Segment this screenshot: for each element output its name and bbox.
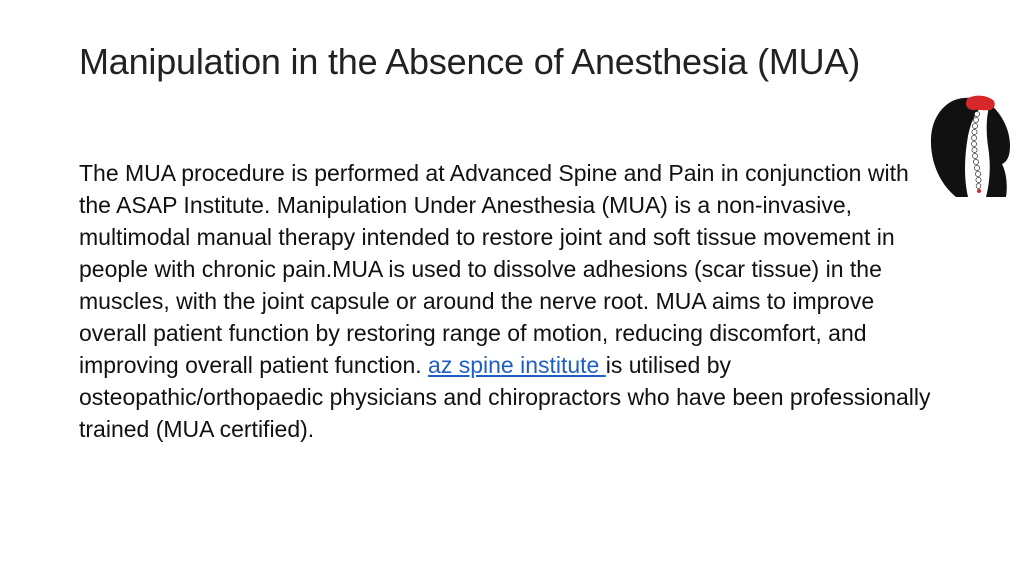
logo-silhouette-front: [986, 104, 1010, 197]
logo-vertebrae: [971, 111, 981, 188]
logo-accent-dot: [977, 189, 981, 193]
slide-title: Manipulation in the Absence of Anesthesia (MUA): [79, 41, 861, 82]
logo-accent: [966, 96, 995, 111]
body-text-after-link: is utilised by osteopathic/orthopaedic physicians and chiropractors who have been professionally trained (MUA certified).: [79, 352, 931, 442]
spine-head-logo-icon: [924, 92, 1018, 202]
body-text-before-link: The MUA procedure is performed at Advanced Spine and Pain in conjunction with the ASAP Institute. Manipulation Under Anesthesia (MUA) is a non-invasive, multimodal manual therapy intended to restore joint and soft tissue movement in people with chronic pain.MUA is used to dissolve adhesions (scar tissue) in the muscles, with the joint capsule or around the nerve root. MUA aims to improve overall patient function by restoring range of motion, reducing discomfort, and improving overall patient function.: [79, 160, 909, 378]
az-spine-institute-link[interactable]: az spine institute: [428, 352, 606, 378]
slide-body-text: [79, 157, 937, 445]
